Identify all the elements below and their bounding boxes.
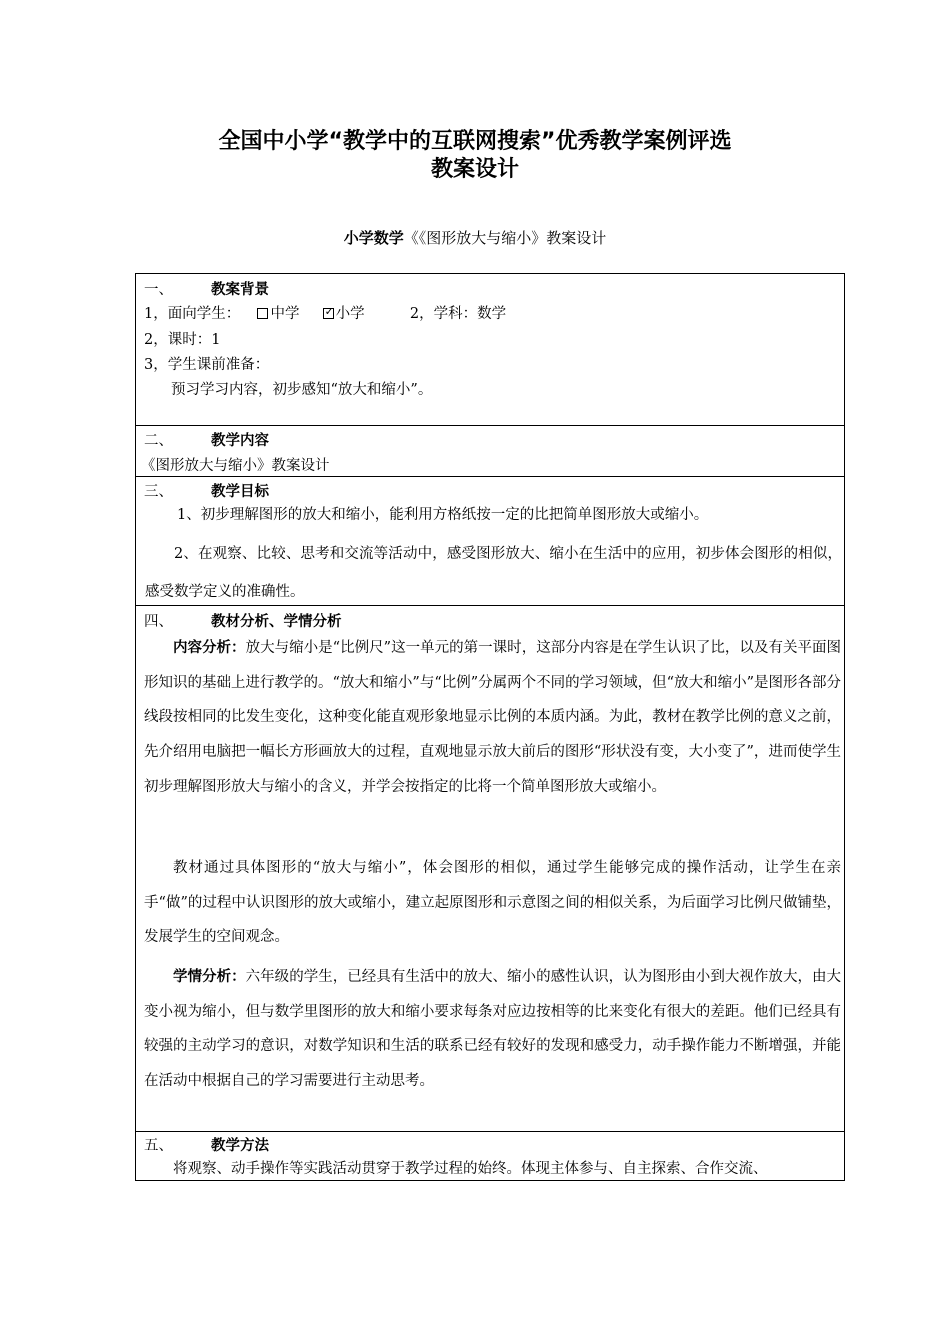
content-analysis-text: 放大与缩小是“比例尺”这一单元的第一课时，这部分内容是在学生认识了比，以及有关平面图形知识的基础上进行教学的。“放大和缩小”与“比例”分属两个不同的学习领域，但“放大和缩小”是图形各部分线段按相同的比发生变化，这种变化能直观形象地显示比例的本质内涵。为此，教材在教学比例的意义之前，先介绍用电脑把一幅长方形画放大的过程，直观地显示放大前后的图形“形状没有变，大小变了”，进而使学生初步理解图形放大与缩小的含义，并学会按指定的比将一个简单图形放大或缩小。 (144, 640, 841, 795)
prep-heading-line: 3，学生课前准备： (144, 357, 270, 373)
objective-2: 2、在观察、比较、思考和交流等活动中，感受图形放大、缩小在生活中的应用，初步体会图形的相似，感受数学定义的准确性。 (145, 546, 842, 600)
learner-analysis-paragraph (144, 960, 841, 1099)
prep-content-line: 预习学习内容，初步感知“放大和缩小”。 (171, 382, 433, 398)
target-students-label: 1，面向学生： (144, 306, 241, 322)
content-analysis-label: 内容分析： (173, 640, 246, 656)
section-2-number: 二、 (144, 433, 173, 449)
checkbox-middle-school[interactable] (257, 308, 268, 319)
section-4-heading (144, 610, 342, 631)
option-middle-school: 中学 (270, 306, 300, 322)
section-3-title: 教学目标 (211, 484, 269, 500)
doc-title-line2: 教案设计 (430, 157, 519, 182)
doc-subtitle (0, 227, 950, 248)
section-5-heading (144, 1134, 269, 1155)
section-1-number: 一、 (144, 282, 173, 298)
objective-1: 1、初步理解图形的放大和缩小，能利用方格纸按一定的比把简单图形放大或缩小。 (177, 507, 709, 523)
teaching-method-paragraph: 将观察、动手操作等实践活动贯穿于教学过程的始终。体现主体参与、自主探索、合作交流、 (173, 1161, 768, 1177)
section-3-heading (144, 480, 269, 501)
section-1-heading (144, 278, 269, 299)
section-1-title: 教案背景 (211, 282, 269, 298)
textbook-paragraph: 教材通过具体图形的“放大与缩小”，体会图形的相似，通过学生能够完成的操作活动，让学生在亲手“做”的过程中认识图形的放大或缩小，建立起原图形和示意图之间的相似关系，为后面学习比例尺做铺垫，发展学生的空间观念。 (144, 860, 841, 946)
target-students-line (144, 302, 506, 323)
learner-analysis-text: 六年级的学生，已经具有生活中的放大、缩小的感性认识，认为图形由小到大视作放大，由大变小视为缩小，但与数学里图形的放大和缩小要求每条对应边按相等的比来变化有很大的差距。他们已经具有较强的主动学习的意识，对数学知识和生活的联系已经有较好的发现和感受力，动手操作能力不断增强，并能在活动中根据自己的学习需要进行主动思考。 (144, 969, 842, 1090)
learner-analysis-label: 学情分析： (173, 969, 246, 985)
subtitle-topic: 《《图形放大与缩小》教案设计 (403, 229, 607, 247)
class-hours-line: 2，课时：1 (144, 332, 221, 348)
section-2-title: 教学内容 (211, 433, 269, 449)
subtitle-subject: 小学数学 (343, 229, 404, 247)
section-3-number: 三、 (144, 484, 173, 500)
section-4-title: 教材分析、学情分析 (211, 614, 342, 630)
option-primary-school: 小学 (335, 306, 365, 322)
section-5-number: 五、 (144, 1138, 173, 1154)
section-4-number: 四、 (144, 614, 173, 630)
checkbox-primary-school[interactable] (323, 305, 334, 319)
section-2-heading (144, 429, 269, 450)
content-analysis-paragraph (144, 631, 841, 805)
subject-line: 2，学科：数学 (409, 306, 507, 322)
checkmark-icon: ✓ (324, 305, 334, 318)
teaching-content-line: 《图形放大与缩小》教案设计 (141, 458, 330, 474)
doc-title-line1: 全国中小学“教学中的互联网搜索”优秀教学案例评选 (218, 129, 732, 154)
section-5-title: 教学方法 (211, 1138, 269, 1154)
